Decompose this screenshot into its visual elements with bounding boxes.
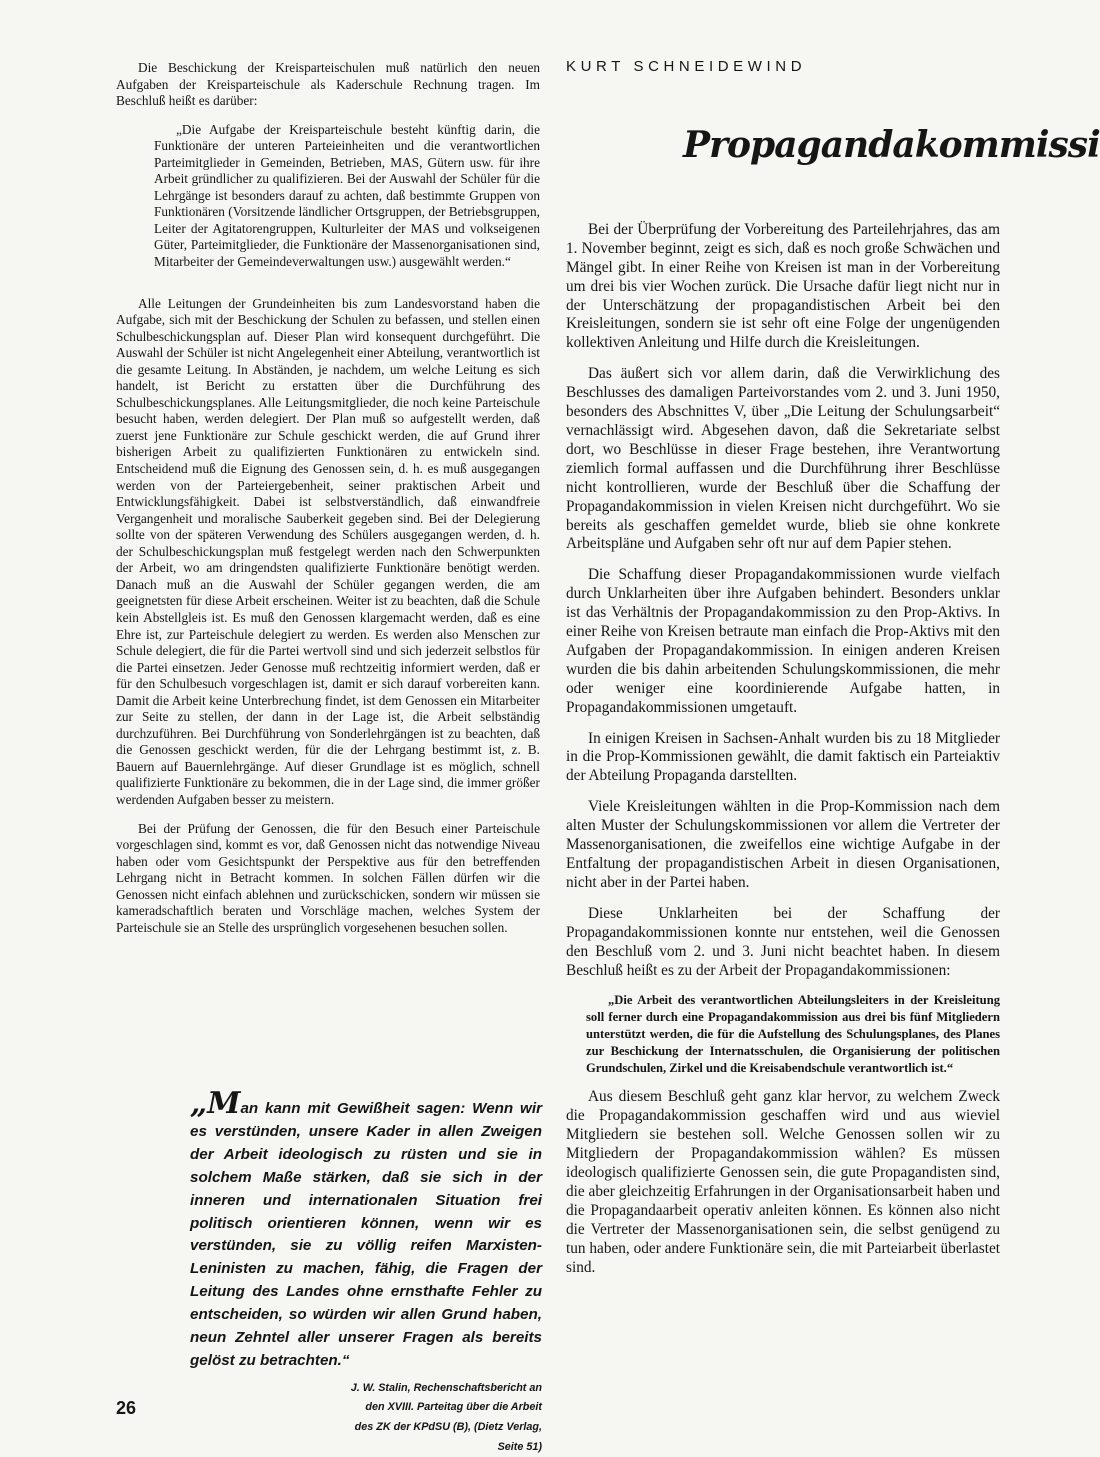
stalin-quote-source: J. W. Stalin, Rechenschaftsbericht an den XVIII. Parteitag über die Arbeit des ZK der KPdSU (B), (Dietz Verlag, Seite 51) — [350, 1381, 542, 1453]
body-paragraph: Alle Leitungen der Grundeinheiten bis zum Landesvorstand haben die Aufgabe, sich mit der Beschickung der Schulen zu befassen, und stellen einen Schulbeschickungsplan auf. Dieser Plan wird konsequent durchgeführt. Die Auswahl der Schüler ist nicht Angelegenheit einer Abteilung, verantwortlich ist die gesamte Leitung. In Abständen, je nachdem, um welche Leitung es sich handelt, ist Bericht zu erstatten über die Durchführung des Schulbeschickungsplanes. Alle Leitungsmitglieder, die noch keine Parteischule besucht haben, werden delegiert. Der Plan muß so aufgestellt werden, daß zuerst jene Funktionäre zur Schule geschickt werden, die auf Grund ihrer bisherigen Arbeit zu qualifizierten Funktionären zu entwickeln sind. Entscheidend muß die Eignung des Genossen sein, d. h. es muß ausgegangen werden von der Parteiergebenheit, seiner praktischen Arbeit und Entwicklungsfähigkeit. Dabei ist selbstverständlich, daß einwandfreie Vergangenheit und moralische Sauberkeit gegeben sind. Bei der Delegierung sollte von der späteren Verwendung des Schülers ausgegangen werden, d. h. der Schulbeschickungsplan muß festgelegt werden nach den Schwerpunkten der Arbeit, wo am dringendsten qualifizierte Funktionäre benötigt werden. Danach muß an die Auswahl der Schüler gegangen werden, die am geeignetsten für diese Arbeit erscheinen. Weiter ist zu beachten, daß die Schule kein Abstellgleis ist. Es muß den Genossen klargemacht werden, daß es eine Ehre ist, zur Parteischule delegiert zu werden. Es werden also Menschen zur Schule delegiert, die für die Partei wertvoll sind und sich jederzeit selbstlos für die Partei einsetzen. Jeder Genosse muß rechtzeitig informiert werden, daß er für den Schulbesuch vorgeschlagen ist, damit er sich darauf vorbereiten kann. Damit die Arbeit keine Unterbrechung findet, ist dem Genossen ein Mitarbeiter zur Seite zu stellen, der dann in der Lage ist, die Arbeit selbständig durchzuführen. Bei Durchführung von Sonderlehrgängen ist zu beachten, daß die Genossen geschickt werden, für die der Lehrgang bestimmt ist, z. B. Bauern auf Bauernlehrgänge. Auf dieser Grundlage ist es möglich, schnell qualifizierte Funktionäre zu bekommen, die in der Lage sind, die immer größer werdenden Aufgaben besser zu meistern. — [116, 295, 540, 807]
stalin-quote-text: an kann mit Gewißheit sagen: Wenn wir es verstünden, unsere Kader in allen Zweigen der Arbeit ideologisch zu rüsten und sie in solchem Maße stärken, daß sie sich in der inneren und internationalen Situation frei politisch orientieren können, wenn wir es verstünden, sie zu völlig reifen Marxisten-Leninisten zu machen, fähig, die Fragen der Leitung des Landes ohne ernsthafte Fehler zu entscheiden, so würden wir allen Grund haben, neun Zehntel aller unserer Fragen als bereits gelöst zu betrachten.“ — [190, 1100, 542, 1369]
article-headline: Propagandakommissi — [683, 123, 1100, 166]
article-paragraph: Diese Unklarheiten bei der Schaffung der Propagandakommissionen konnte nur entstehen, weil die Genossen den Beschluß vom 2. und 3. Juni nicht beachtet haben. In diesem Beschluß heißt es zu der Arbeit der Propagandakommissionen: — [566, 904, 1000, 979]
left-column — [116, 60, 540, 936]
article-paragraph: Das äußert sich vor allem darin, daß die Verwirklichung des Beschlusses des damaligen Parteivorstandes vom 2. und 3. Juni 1950, besonders des Abschnittes V, über „Die Leitung der Schulungsarbeit“ vernachlässigt wird. Abgesehen davon, daß die Sekretariate selbst dort, wo Beschlüsse in dieser Frage bestehen, ihre Verantwortung ziemlich formal auffassen und die Durchführung ihrer Beschlüsse nicht kontrollieren, wurde der Beschluß über die Schaffung der Propagandakommission in vielen Kreisen nicht durchgeführt. Wo sie bereits als geschaffen gemeldet wurde, blieb sie ohne konkrete Arbeitspläne und Aufgaben sehr oft nur auf dem Papier stehen. — [566, 365, 1000, 553]
body-paragraph: Bei der Prüfung der Genossen, die für den Besuch einer Parteischule vorgeschlagen sind, kommt es vor, daß Genossen nicht das notwendige Niveau haben oder vom Gesichtspunkt der Perspektive aus für den betreffenden Lehrgang nicht in Betracht kommen. In solchen Fällen dürfen wir die Genossen nicht einfach ablehnen und zurückschicken, sondern wir müssen sie kameradschaftlich beraten und Vorschläge machen, welches System der Parteischule sie an Stelle des ursprünglich vorgesehenen besuchen sollen. — [116, 820, 540, 935]
article-paragraph: Die Schaffung dieser Propagandakommissionen wurde vielfach durch Unklarheiten über ihre Aufgaben behindert. Besonders unklar ist das Verhältnis der Propagandakommission zu den Prop-Aktivs. In einer Reihe von Kreisen betraute man einfach die Prop-Aktivs mit den Aufgaben der Propagandakommission. In einigen anderen Kreisen wurden die bis dahin arbeitenden Schulungskommissionen, die mehr oder weniger eine koordinierende Aufgabe hatten, in Propagandakommissionen umgetauft. — [566, 566, 1000, 716]
article-column — [566, 58, 1100, 1277]
article-paragraph: Viele Kreisleitungen wählten in die Prop-Kommission nach dem alten Muster der Schulungskommissionen vor allem die Vertreter der Massenorganisationen, die zweifellos eine wichtige Aufgabe in der Entfaltung der propagandistischen Arbeit in diesen Organisationen, nicht aber in der Partei haben. — [566, 798, 1000, 891]
intro-paragraph: Die Beschickung der Kreisparteischulen muß natürlich den neuen Aufgaben der Kreisparteischule als Kaderschule Rechnung tragen. Im Beschluß heißt es darüber: — [116, 60, 540, 109]
page-number: 26 — [116, 1398, 137, 1418]
article-quote: „Die Arbeit des verantwortlichen Abteilungsleiters in der Kreisleitung soll ferner durch eine Propagandakommission aus drei bis fünf Mitgliedern unterstützt werden, die für die Aufstellung des Schulungsplanes, des Planes zur Beschickung der Internatsschulen, die Organisierung der politischen Grundschulen, Zirkel und die Kreisabendschule verantwortlich ist.“ — [586, 993, 1000, 1075]
stalin-quote — [190, 1086, 542, 1373]
author-name: KURT SCHNEIDEWIND — [566, 58, 807, 75]
resolution-quote: „Die Aufgabe der Kreisparteischule besteht künftig darin, die Funktionäre der unteren Parteieinheiten und die verantwortlichen Parteimitglieder in Gemeinden, Betrieben, MAS, Gütern usw. für ihre Arbeit gründlicher zu qualifizieren. Bei der Auswahl der Schüler für die Lehrgänge ist besonders darauf zu achten, daß bestimmte Gruppen von Funktionären (Vorsitzende ländlicher Ortsgruppen, der Betriebsgruppen, Leiter der Agitatorengruppen, Kulturleiter der MAS und volkseigenen Güter, Parteimitglieder, die Funktionäre der Massenorganisationen sind, Mitarbeiter der Gemeindeverwaltungen usw.) ausgewählt werden.“ — [154, 121, 540, 270]
article-paragraph: In einigen Kreisen in Sachsen-Anhalt wurden bis zu 18 Mitglieder in die Prop-Kommissionen gewählt, die damit faktisch ein Parteiaktiv der Abteilung Propaganda darstellten. — [566, 729, 1000, 785]
article-paragraph: Aus diesem Beschluß geht ganz klar hervor, zu welchem Zweck die Propagandakommission geschaffen wird und aus wieviel Mitgliedern sie bestehen soll. Welche Genossen sollen wir zu Mitgliedern der Propagandakommission wählen? Es müssen ideologisch qualifizierte Genossen sein, die gute Propagandisten sind, die aber gleichzeitig Erfahrungen in der Organisationsarbeit haben und die Propagandaarbeit operativ anleiten können. Es können also nicht die Vertreter der Massenorganisationen sein, die selbst genügend zu tun haben, oder andere Funktionäre sein, die mit Parteiarbeit überlastet sind. — [566, 1088, 1000, 1276]
drop-initial: „M — [190, 1086, 241, 1121]
article-paragraph: Bei der Überprüfung der Vorbereitung des Parteilehrjahres, das am 1. November beginnt, zeigt es sich, daß es noch große Schwächen und Mängel gibt. In einer Reihe von Kreisen ist man in der Vorbereitung um drei bis vier Wochen zurück. Die Ursache dafür liegt nicht nur in der Unterschätzung der propagandistischen Arbeit bei den Kreisleitungen, sondern sie ist sehr oft eine Folge der ungenügenden kollektiven Anleitung und Hilfe durch die Kreisleitungen. — [566, 220, 1000, 352]
stalin-quote-box — [190, 1086, 542, 1457]
